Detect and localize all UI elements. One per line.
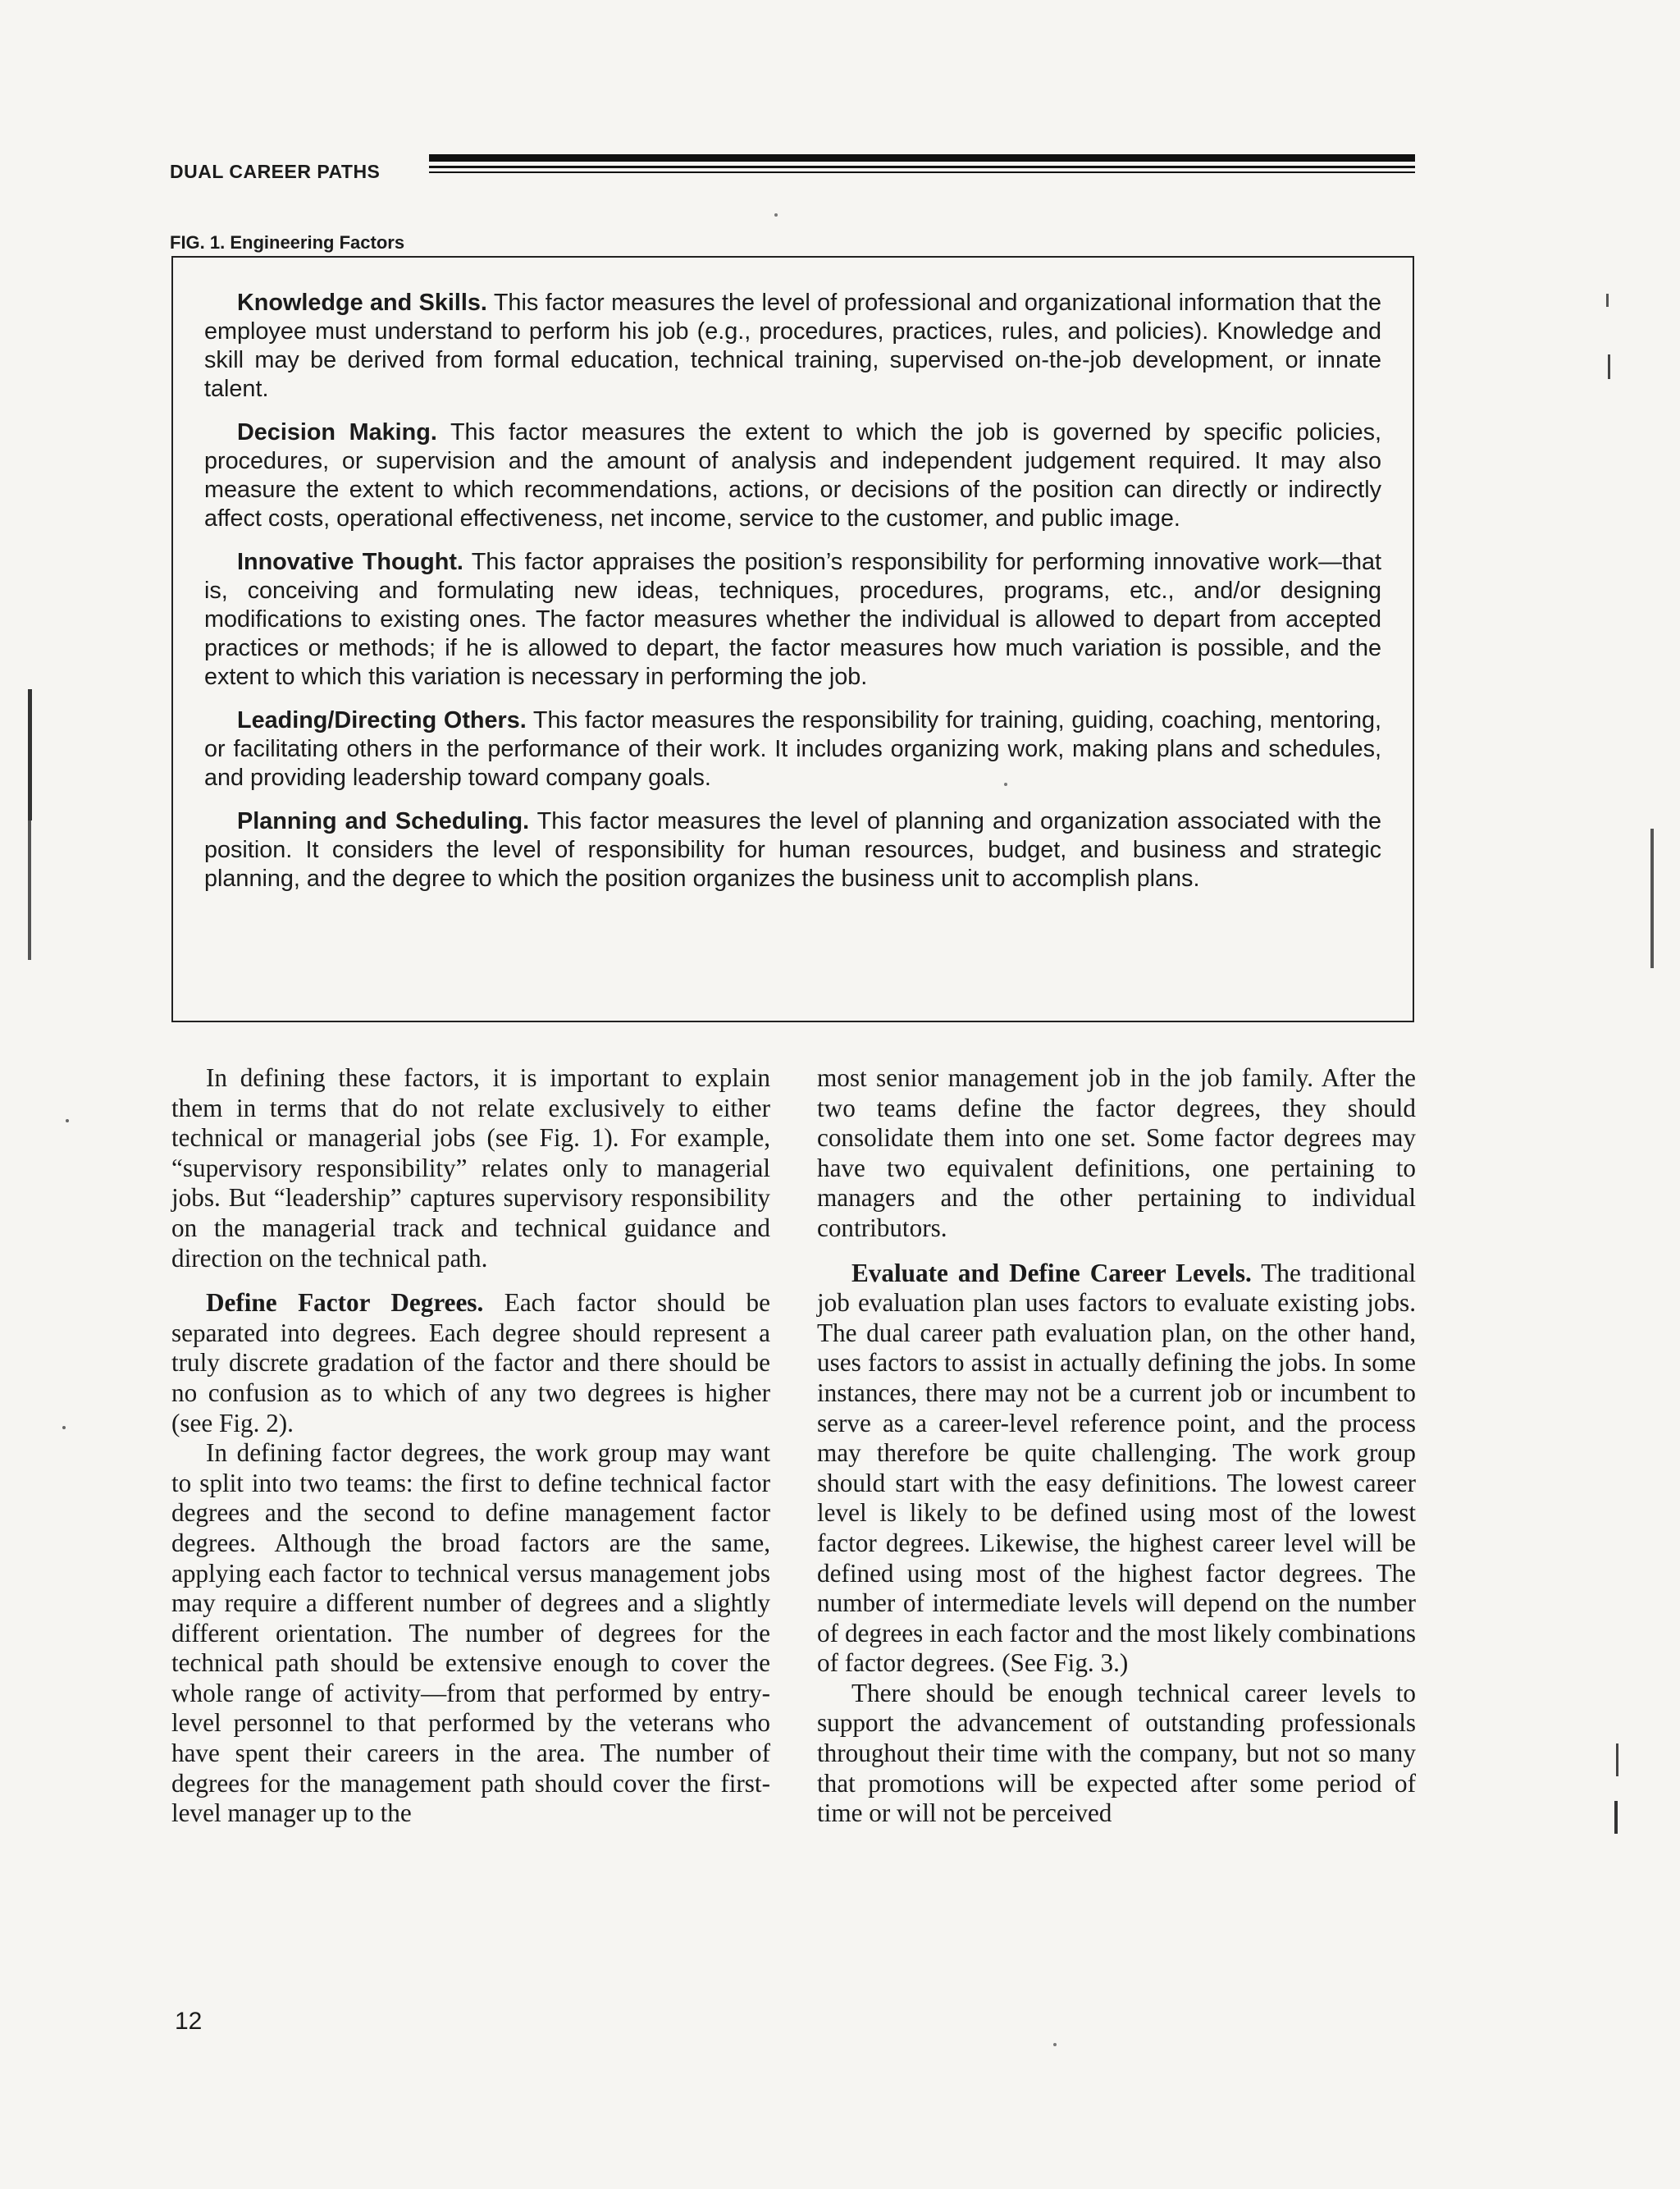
paragraph-text: Each factor should be separated into degrees. Each degree should represent a truly discrete gradation of the factor and there should be no confusion as to which of any two degrees is higher (see Fig. 2). xyxy=(171,1288,770,1437)
factor-name: Knowledge and Skills. xyxy=(237,290,487,316)
factor-text: This factor appraises the position’s responsibility for performing innovative work—that is, conceiving and formulating new ideas, techniques, procedures, programs, etc., and/or designing modifications to existing ones. The factor measures whether the individual is allowed to depart from accepted practices or methods; if he is allowed to depart, the factor measures how much variation is possible, and the extent to which this variation is necessary in performing the job. xyxy=(204,549,1381,690)
factor-text: This factor measures the level of professional and organizational information that the employee must understand to perform his job (e.g., procedures, practices, rules, and policies). Knowledge and skill may be derived from formal education, technical training, supervised on-the-job development, or innate talent. xyxy=(204,290,1382,402)
scan-speck xyxy=(66,1119,69,1122)
scan-speck xyxy=(1053,2043,1057,2046)
scan-speck xyxy=(62,1426,66,1429)
factor-name: Decision Making. xyxy=(237,419,437,446)
scan-mark-left-1 xyxy=(28,689,32,820)
paragraph: In defining factor degrees, the work group may want to split into two teams: the first to define technical factor degrees and the second to define management factor degrees. Although the broad factors are the same, applying each factor to technical versus management jobs may require a different number of degrees and a slightly different orientation. The number of degrees for the technical path should be extensive enough to cover the whole range of activity—from that performed by entry-level personnel to that performed by the veterans who have spent their careers in the area. The number of degrees for the management path should cover the first-level manager up to the xyxy=(171,1438,770,1828)
scan-speck xyxy=(1004,783,1007,786)
paragraph: In defining these factors, it is important to explain them in terms that do not relate exclusively to either technical or managerial jobs (see Fig. 1). For example, “supervisory responsibility” relates only to managerial jobs. But “leadership” captures supervisory responsibility on the managerial track and technical guidance and direction on the technical path. xyxy=(171,1063,770,1273)
scan-mark-right-5 xyxy=(1614,1801,1618,1834)
factor-name: Innovative Thought. xyxy=(237,549,463,575)
paragraph: There should be enough technical career levels to support the advancement of outstanding professionals throughout their time with the company, but not so many that promotions will be expected after some period of time or will not be perceived xyxy=(817,1678,1416,1828)
section-heading: Evaluate and Define Career Levels. xyxy=(851,1258,1252,1287)
figure-caption: FIG. 1. Engineering Factors xyxy=(170,232,405,253)
scan-mark-right-1 xyxy=(1650,829,1654,968)
paragraph-text: The traditional job evaluation plan uses factors to evaluate existing jobs. The dual career path evaluation plan, on the other hand, uses factors to assist in actually defining the jobs. In some instances, there may not be a current job or incumbent to serve as a career-level reference point, and the process may therefore be quite challenging. The work group should start with the easy definitions. The lowest career level is likely to be defined using most of the lowest factor degrees. Likewise, the highest career level will be defined using most of the highest factor degrees. The number of intermediate levels will depend on the number of degrees in each factor and the most likely combinations of factor degrees. (See Fig. 3.) xyxy=(817,1258,1416,1678)
factor-text: This factor measures the extent to which the job is governed by specific policies, procedures, or supervision and the amount of analysis and independent judgement required. It may also measure the extent to which recommendations, actions, or decisions of the position can directly or indirectly affect costs, operational effectiveness, net income, service to the customer, and public image. xyxy=(204,419,1381,532)
factor-text: This factor measures the responsibility for training, guiding, coaching, mentoring, or facilitating others in the performance of their work. It includes organizing work, making plans and schedules, and providing leadership toward company goals. xyxy=(204,707,1381,791)
scan-mark-right-3 xyxy=(1606,294,1609,307)
factor-name: Leading/Directing Others. xyxy=(237,707,527,733)
factor-text: This factor measures the level of planning and organization associated with the position. It considers the level of responsibility for human resources, budget, and business and strategic planning, and the degree to which the position organizes the business unit to accomplish plans. xyxy=(204,808,1381,892)
paragraph: most senior management job in the job family. After the two teams define the factor degrees, they should consolidate them into one set. Some factor degrees may have two equivalent definitions, one pertaining to managers and the other pertaining to individual contributors. xyxy=(817,1063,1416,1242)
header-title: DUAL CAREER PATHS xyxy=(170,161,381,182)
factor-name: Planning and Scheduling. xyxy=(237,808,530,834)
scan-mark-left-2 xyxy=(28,820,31,960)
scan-speck xyxy=(774,213,778,217)
scan-mark-right-2 xyxy=(1608,354,1610,379)
page-number: 12 xyxy=(175,2008,203,2035)
section-heading: Define Factor Degrees. xyxy=(206,1288,484,1318)
scan-mark-right-4 xyxy=(1616,1743,1618,1776)
